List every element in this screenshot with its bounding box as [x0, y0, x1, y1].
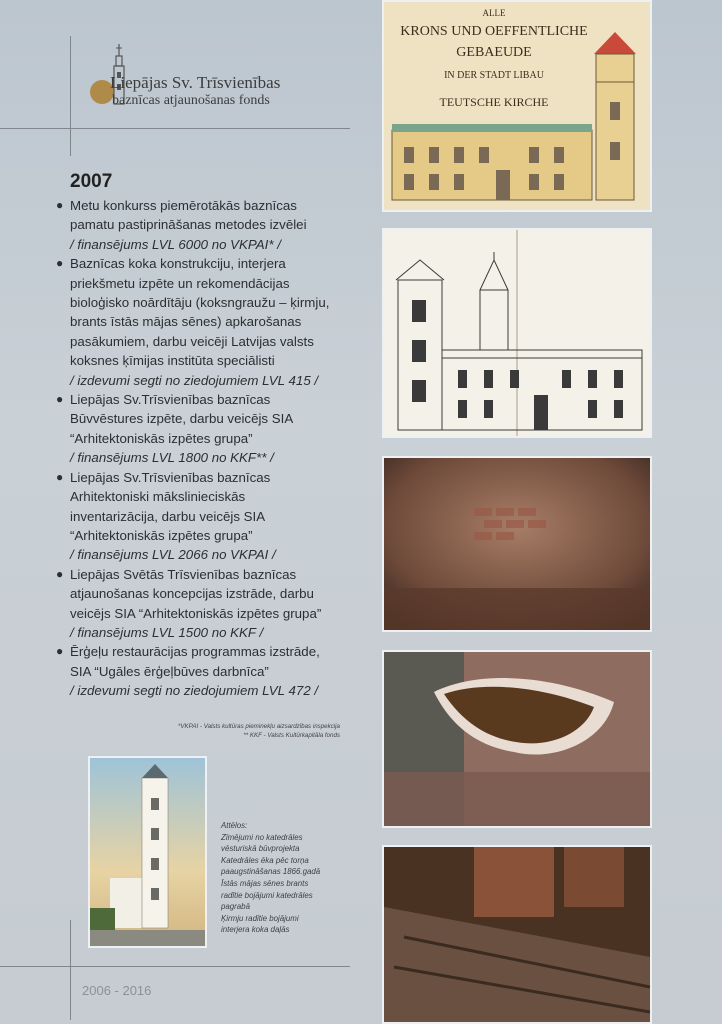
- bullet-icon: ●: [56, 198, 64, 212]
- activity-text-line: Metu konkurss piemērotākās baznīcas: [70, 198, 297, 213]
- drawing-title-line4: IN DER STADT LIBAU: [444, 70, 544, 81]
- caption-line: interjera koka daļās: [221, 925, 290, 935]
- logo-subtitle: baznīcas atjaunošanas fonds: [112, 93, 270, 108]
- activity-text-line: brants īstās mājas sēnes) apkarošanas: [70, 314, 302, 330]
- years-span: 2006 - 2016: [82, 983, 152, 998]
- horizontal-rule-bottom: [0, 966, 350, 967]
- caption-line: Katedrāles ēka pēc torņa: [221, 855, 309, 865]
- caption-line: paaugstināšanas 1866.gadā: [221, 867, 321, 877]
- historical-postcard-photo: [88, 756, 207, 948]
- logo-title: Liepājas Sv. Trīsvienības: [110, 73, 281, 92]
- activity-funding: / finansējums LVL 6000 no VKPAI* /: [70, 236, 281, 252]
- bullet-icon: ●: [56, 392, 64, 407]
- historical-drawing-facade-photo: [382, 0, 652, 212]
- caption-line: pagrabā: [221, 902, 250, 912]
- caption-line: radītie bojājumi katedrāles: [221, 890, 313, 900]
- activity-text-line: Liepājas Sv.Trīsvienības baznīcas: [70, 469, 271, 485]
- vertical-rule-top: [70, 36, 71, 156]
- activity-funding: / finansējums LVL 1500 no KKF /: [70, 624, 264, 640]
- bullet-icon: ●: [56, 256, 64, 271]
- bullet-icon: ●: [56, 566, 64, 581]
- activity-text-line: “Arhitektoniskās izpētes grupa”: [70, 527, 253, 543]
- activity-funding: / finansējums LVL 1800 no KKF** /: [70, 450, 274, 466]
- activity-text-line: pamatu pastiprināšanas metodes izvēlei: [70, 217, 307, 233]
- drawing-title-line1: ALLE: [482, 8, 506, 18]
- activity-text-line: Arhitektoniski mākslinieciskās: [70, 489, 246, 505]
- image-captions: [221, 820, 341, 936]
- drawing-title-line3: GEBAEUDE: [456, 45, 532, 60]
- caption-line: Īstās mājas sēnes brants: [221, 878, 309, 888]
- foundation-logo: [88, 40, 348, 110]
- activity-funding: / finansējums LVL 2066 no VKPAI /: [70, 547, 276, 563]
- year-heading: 2007: [70, 171, 113, 192]
- vertical-rule-bottom: [70, 920, 71, 1020]
- activity-item: [56, 390, 356, 468]
- captions-heading: Attēlos:: [221, 821, 248, 830]
- activity-text-line: bioloģisko noārdītāju (koksngraužu – ķirmju,: [70, 295, 330, 311]
- activity-item: [56, 254, 356, 390]
- bullet-icon: ●: [56, 469, 64, 484]
- fungus-damage-photo: [382, 650, 652, 828]
- activity-text-line: Liepājas Svētās Trīsvienības baznīcas: [70, 566, 297, 582]
- wood-damage-photo: [382, 845, 652, 1024]
- drawing-title-line5: TEUTSCHE KIRCHE: [439, 95, 549, 109]
- caption-line: Ķirmju radītie bojājumi: [221, 913, 299, 923]
- activity-text-line: inventarizācija, darbu veicējs SIA: [70, 508, 266, 524]
- activity-text-line: SIA “Ugāles ērģeļbūves darbnīca”: [70, 663, 269, 679]
- activity-text-line: atjaunošanas koncepcijas izstrāde, darbu: [70, 586, 314, 602]
- cellar-brick-wall-photo: [382, 456, 652, 632]
- historical-drawing-elevation-photo: [382, 228, 652, 438]
- activity-item: [56, 468, 356, 565]
- activity-text-line: Liepājas Sv.Trīsvienības baznīcas: [70, 392, 271, 408]
- activity-list: [56, 196, 356, 701]
- footnote-kkf: ** KKF - Valsts Kultūrkapitāla fonds: [243, 732, 340, 739]
- activity-text-line: “Arhitektoniskās izpētes grupa”: [70, 430, 253, 446]
- activity-text-line: Ērģeļu restaurācijas programmas izstrāde,: [70, 644, 320, 660]
- activity-text-line: Būvvēstures izpēte, darbu veicējs SIA: [70, 411, 294, 427]
- caption-line: Zīmējumi no katedrāles: [221, 832, 303, 842]
- footnotes: [100, 722, 340, 740]
- caption-line: vēsturiskā būvprojekta: [221, 844, 300, 854]
- activity-item: [56, 642, 356, 700]
- activity-text-line: Baznīcas koka konstrukciju, interjera: [70, 256, 286, 272]
- activity-funding: / izdevumi segti no ziedojumiem LVL 415 /: [70, 372, 319, 388]
- horizontal-rule-top: [0, 128, 350, 129]
- activity-funding: / izdevumi segti no ziedojumiem LVL 472 /: [70, 683, 319, 699]
- activity-text-line: priekšmetu izpēte un rekomendācijas: [70, 275, 290, 291]
- drawing-title-line2: KRONS UND OEFFENTLICHE: [400, 24, 588, 39]
- activity-text-line: pasākumiem, darbu veicēji Latvijas valsts: [70, 333, 314, 349]
- footnote-vkpai: *VKPAI - Valsts kultūras pieminekļu aizsardzības inspekcija: [178, 723, 340, 730]
- activity-text-line: koksnes ķīmijas institūta speciālisti: [70, 353, 275, 369]
- activity-item: [56, 565, 356, 643]
- bullet-icon: ●: [56, 644, 64, 659]
- activity-text-line: veicējs SIA “Arhitektoniskās izpētes grupa”: [70, 605, 322, 621]
- activity-item: [56, 196, 356, 254]
